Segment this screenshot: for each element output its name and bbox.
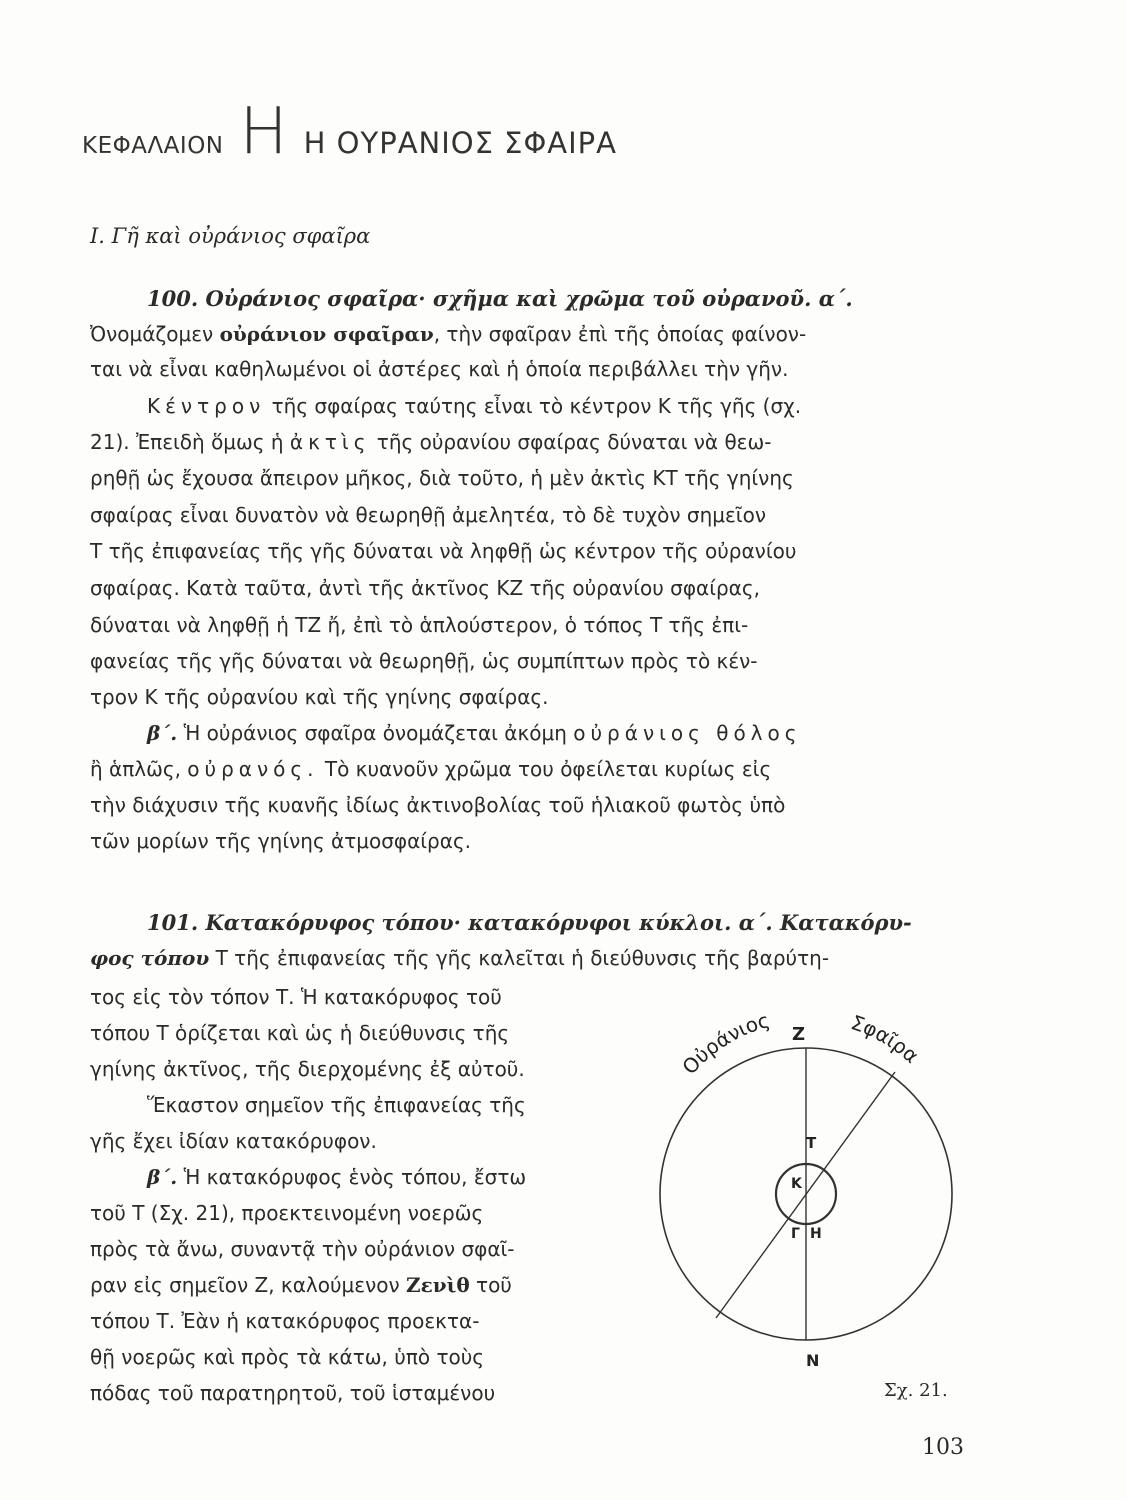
text-line: ἢ ἁπλῶς, οὐρανός. Τὸ κυανοῦν χρῶμα του ὀφείλεται κυρίως εἰς [90,757,772,781]
text-line: β΄. Ἡ κατακόρυφος ἑνὸς τόπου, ἔστω [147,1165,527,1189]
figure-caption: Σχ. 21. [884,1380,948,1401]
text-line: τόπου Τ ὁρίζεται καὶ ὡς ἡ διεύθυνσις τῆς [90,1021,510,1045]
label-g: Γ [791,1226,800,1242]
text-line: τὴν διάχυσιν τῆς κυανῆς ἰδίως ἀκτινοβολίας τοῦ ἡλιακοῦ φωτὸς ὑπὸ [90,793,786,817]
label-k: Κ [791,1176,802,1192]
text-line: θῇ νοερῶς καὶ πρὸς τὰ κάτω, ὑπὸ τοὺς [90,1345,485,1369]
text-line: 21). Ἐπειδὴ ὅμως ἡ ἀκτὶς τῆς οὐρανίου σφαίρας δύναται νὰ θεω- [90,430,772,454]
text-line: πρὸς τὰ ἄνω, συναντᾷ τὴν οὐράνιον σφαῖ- [90,1237,515,1261]
arc-label: Οὐράνιος [677,1010,773,1080]
heading-100: 100. Οὐράνιος σφαῖρα· σχῆμα καὶ χρῶμα τοῦ οὐρανοῦ. α΄. [147,286,853,311]
text-line: τρον Κ τῆς οὐρανίου καὶ τῆς γηίνης σφαίρας. [90,685,549,709]
label-h: Η [810,1226,822,1242]
text-line: πόδας τοῦ παρατηρητοῦ, τοῦ ἱσταμένου [90,1381,496,1405]
text-line: ραν εἰς σημεῖον Ζ, καλούμενον Ζενὶθ τοῦ [90,1273,512,1297]
chapter-title: Η ΟΥΡΑΝΙΟΣ ΣΦΑΙΡΑ [303,126,618,160]
chapter-header [82,95,618,169]
text-line: δύναται νὰ ληφθῇ ἡ ΤΖ ἤ, ἐπὶ τὸ ἁπλούστερον, ὁ τόπος Τ τῆς ἐπι- [90,613,749,637]
label-z: Z [792,1024,806,1045]
label-t: Τ [806,1134,817,1152]
section-title: Ι. Γῆ καὶ οὐράνιος σφαῖρα [90,224,371,248]
chapter-label: ΚΕΦΑΛΑΙΟΝ [82,133,224,159]
text-line: φος τόπου Τ τῆς ἐπιφανείας τῆς γῆς καλεῖται ἡ διεύθυνσις τῆς βαρύτη- [90,946,830,970]
text-line: Ὀνομάζομεν οὐράνιον σφαῖραν, τὴν σφαῖραν ἐπὶ τῆς ὁποίας φαίνον- [90,322,807,346]
arc-label-right: Σφαῖρα [848,1010,924,1068]
celestial-sphere-figure [640,1010,970,1380]
text-line: β΄. Ἡ οὐράνιος σφαῖρα ὀνομάζεται ἀκόμη οὐράνιος θόλος [147,721,802,745]
text-line: γηίνης ἀκτῖνος, τῆς διερχομένης ἐξ αὐτοῦ. [90,1057,525,1081]
heading-101: 101. Κατακόρυφος τόπου· κατακόρυφοι κύκλοι. α΄. Κατακόρυ- [147,910,912,935]
label-n: Ν [806,1351,820,1370]
text-line: ται νὰ εἶναι καθηλωμένοι οἱ ἀστέρες καὶ ἡ ὁποία περιβάλλει τὴν γῆν. [90,357,789,381]
page-number: 103 [922,1435,964,1460]
text-line: τόπου Τ. Ἐὰν ἡ κατακόρυφος προεκτα- [90,1309,480,1333]
text-line: τοῦ Τ (Σχ. 21), προεκτεινομένη νοερῶς [90,1201,484,1225]
text-line: σφαίρας. Κατὰ ταῦτα, ἀντὶ τῆς ἀκτῖνος ΚΖ τῆς οὐρανίου σφαίρας, [90,576,760,600]
text-line: σφαίρας εἶναι δυνατὸν νὰ θεωρηθῇ ἀμελητέα, τὸ δὲ τυχὸν σημεῖον [90,503,766,527]
text-line: Ἕκαστον σημεῖον τῆς ἐπιφανείας τῆς [147,1093,526,1117]
text-line: τῶν μορίων τῆς γηίνης ἀτμοσφαίρας. [90,829,472,853]
text-line: ρηθῇ ὡς ἔχουσα ἄπειρον μῆκος, διὰ τοῦτο, ἡ μὲν ἀκτὶς ΚΤ τῆς γηίνης [90,466,794,490]
chapter-letter: Η [239,95,288,169]
text-line: Κέντρον τῆς σφαίρας ταύτης εἶναι τὸ κέντρον Κ τῆς γῆς (σχ. [147,394,802,418]
text-line: γῆς ἔχει ἰδίαν κατακόρυφον. [90,1129,377,1153]
text-line: φανείας τῆς γῆς δύναται νὰ θεωρηθῇ, ὡς συμπίπτων πρὸς τὸ κέν- [90,649,758,673]
text-line: τος εἰς τὸν τόπον Τ. Ἡ κατακόρυφος τοῦ [90,985,502,1009]
text-line: Τ τῆς ἐπιφανείας τῆς γῆς δύναται νὰ ληφθῇ ὡς κέντρον τῆς οὐρανίου [90,539,797,563]
